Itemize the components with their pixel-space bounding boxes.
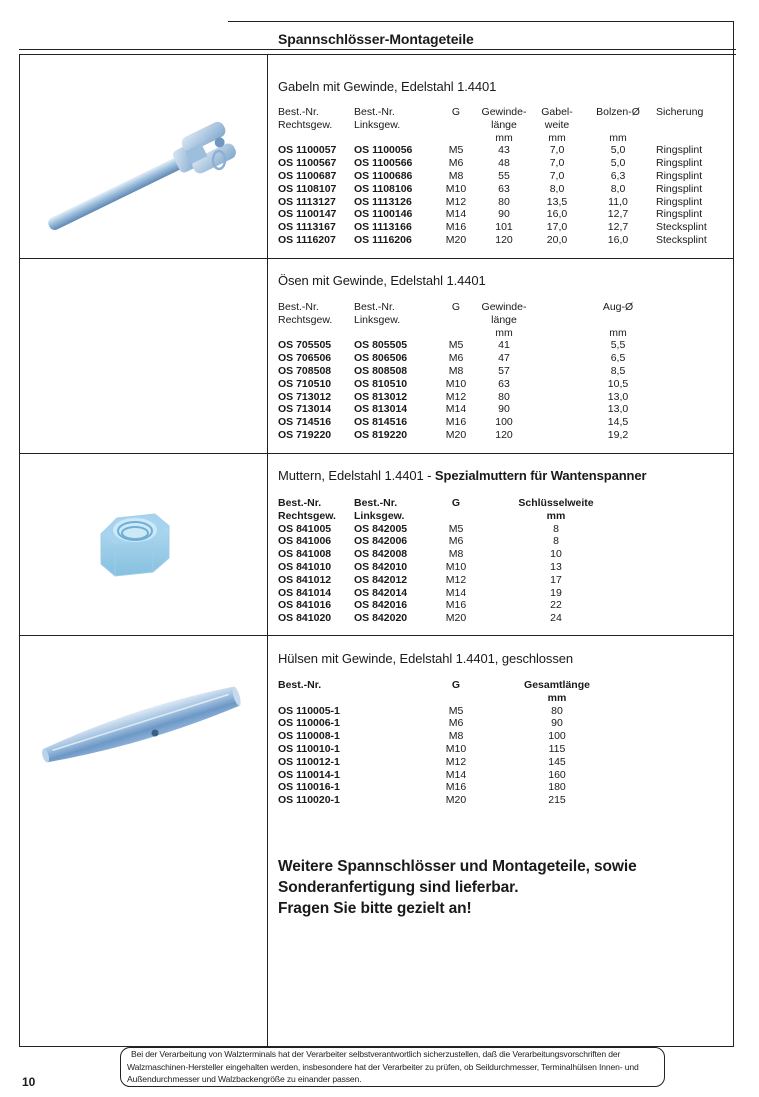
table-cell: M14 xyxy=(445,403,467,416)
section-title: Hülsen mit Gewinde, Edelstahl 1.4401, geschlossen xyxy=(278,651,573,666)
table-cell: 8,0 xyxy=(549,182,565,195)
header-cell: Linksgew. xyxy=(354,313,401,326)
table-cell: OS 841014 xyxy=(278,586,332,599)
table-cell: OS 1108106 xyxy=(354,182,413,195)
table-cell: M16 xyxy=(445,599,467,612)
table-cell: 12,7 xyxy=(607,208,629,221)
section-title-main: Muttern, Edelstahl 1.4401 - xyxy=(278,468,435,483)
table-cell: M16 xyxy=(445,781,467,794)
header-cell: Linksgew. xyxy=(354,118,401,131)
table-cell: M14 xyxy=(445,208,467,221)
header-cell: G xyxy=(451,106,461,118)
hex-nut-icon xyxy=(19,454,267,635)
table-cell: M5 xyxy=(448,339,464,352)
section-sleeves xyxy=(267,636,733,1046)
table-cell: 20,0 xyxy=(546,233,568,246)
table-cell: OS 841020 xyxy=(278,612,332,625)
disclaimer-line: Walzmaschinen-Hersteller eingehalten werden, insbesondere hat der Verarbeiter zu prüfen, ob Seildurchmesser, Terminalhülsen Innen- und xyxy=(127,1061,639,1072)
table-cell: 215 xyxy=(548,794,566,807)
unit-cell: mm xyxy=(495,326,513,339)
table-cell: M20 xyxy=(445,612,467,625)
table-cell: M16 xyxy=(445,416,467,429)
table-cell: Ringsplint xyxy=(656,144,703,157)
table-cell: 13,0 xyxy=(607,403,629,416)
table-cell: OS 842008 xyxy=(354,548,408,561)
threaded-sleeve-image xyxy=(19,636,267,816)
table-cell: OS 842010 xyxy=(354,560,408,573)
header-cell: G xyxy=(451,301,461,313)
header-cell: Gabel- xyxy=(541,106,573,118)
table-cell: 55 xyxy=(498,169,510,182)
note-line: Sonderanfertigung sind lieferbar. xyxy=(278,879,519,896)
table-cell: OS 110006-1 xyxy=(278,717,340,730)
table-cell: 101 xyxy=(495,221,513,234)
table-cell: OS 110010-1 xyxy=(278,742,340,755)
header-double-rule-top xyxy=(19,49,736,50)
table-cell: 180 xyxy=(548,781,566,794)
table-cell: 24 xyxy=(550,612,562,625)
table-cell: 41 xyxy=(498,339,510,352)
table-cell: OS 708508 xyxy=(278,364,332,377)
table-cell: M20 xyxy=(445,794,467,807)
table-cell: M8 xyxy=(448,548,464,561)
table-cell: OS 1116206 xyxy=(354,233,412,246)
table-cell: OS 1100687 xyxy=(278,169,337,182)
header-cell: Best.-Nr. xyxy=(278,301,319,313)
table-cell: OS 719220 xyxy=(278,428,332,441)
table-cell: OS 805505 xyxy=(354,339,408,352)
table-cell: 12,7 xyxy=(607,221,629,234)
table-cell: 100 xyxy=(548,730,566,743)
table-cell: 5,0 xyxy=(610,144,626,157)
table-cell: 63 xyxy=(498,377,510,390)
table-cell: OS 710510 xyxy=(278,377,332,390)
table-cell: 8 xyxy=(553,522,559,535)
table-cell: M14 xyxy=(445,586,467,599)
table-cell: 22 xyxy=(550,599,562,612)
table-cell: M10 xyxy=(445,742,467,755)
table-cell: M8 xyxy=(448,364,464,377)
table-cell: OS 842020 xyxy=(354,612,408,625)
table-cell: 90 xyxy=(498,403,510,416)
table-cell: 90 xyxy=(498,208,510,221)
header-cell: Gesamtlänge xyxy=(524,679,590,691)
table-cell: 13 xyxy=(550,560,562,573)
table-cell: OS 110008-1 xyxy=(278,730,340,743)
table-cell: M6 xyxy=(448,352,464,365)
section-title: Gabeln mit Gewinde, Edelstahl 1.4401 xyxy=(278,79,497,94)
table-cell: M6 xyxy=(448,535,464,548)
note-line: Weitere Spannschlösser und Montageteile, sowie xyxy=(278,858,637,875)
table-cell: 47 xyxy=(498,352,510,365)
header-cell: Rechtsgew. xyxy=(278,118,333,131)
header-cell: länge xyxy=(491,313,517,326)
table-cell: 6,3 xyxy=(610,169,626,182)
table-cell: 48 xyxy=(498,157,510,170)
table-cell: OS 1100566 xyxy=(354,157,413,170)
table-cell: Stecksplint xyxy=(656,221,707,234)
table-cell: 120 xyxy=(495,233,513,246)
table-cell: OS 110014-1 xyxy=(278,768,340,781)
table-cell: OS 842006 xyxy=(354,535,408,548)
table-cell: 7,0 xyxy=(549,169,565,182)
table-cell: OS 705505 xyxy=(278,339,332,352)
header-cell: weite xyxy=(544,118,570,131)
table-cell: M6 xyxy=(448,157,464,170)
table-cell: OS 806506 xyxy=(354,352,408,365)
table-cell: OS 819220 xyxy=(354,428,408,441)
table-cell: OS 1116207 xyxy=(278,233,336,246)
table-cell: OS 1113167 xyxy=(278,221,336,234)
header-cell: Best.-Nr. xyxy=(354,497,398,509)
table-cell: 19 xyxy=(550,586,562,599)
table-cell: OS 842012 xyxy=(354,573,408,586)
header-cell: Best.-Nr. xyxy=(278,679,322,691)
table-cell: 160 xyxy=(548,768,566,781)
fork-terminal-image xyxy=(19,55,267,258)
table-cell: 11,0 xyxy=(608,195,628,208)
header-cell: Sicherung xyxy=(656,106,704,118)
table-cell: 13,0 xyxy=(607,390,629,403)
table-cell: OS 841016 xyxy=(278,599,332,612)
table-cell: 13,5 xyxy=(546,195,568,208)
table-cell: 17 xyxy=(550,573,562,586)
table-cell: Ringsplint xyxy=(656,182,703,195)
table-cell: OS 842005 xyxy=(354,522,408,535)
table-cell: M6 xyxy=(448,717,464,730)
table-cell: OS 1113166 xyxy=(354,221,412,234)
threaded-sleeve-icon xyxy=(19,636,267,816)
header-cell: Bolzen-Ø xyxy=(596,106,640,118)
table-cell: OS 713014 xyxy=(278,403,332,416)
table-cell: OS 841012 xyxy=(278,573,332,586)
section-title: Ösen mit Gewinde, Edelstahl 1.4401 xyxy=(278,273,486,288)
table-cell: M10 xyxy=(445,560,467,573)
table-cell: 80 xyxy=(498,195,510,208)
table-cell: M20 xyxy=(445,233,467,246)
table-cell: OS 110016-1 xyxy=(278,781,340,794)
unit-cell: mm xyxy=(547,691,567,704)
page-title: Spannschlösser-Montageteile xyxy=(278,31,474,47)
table-cell: M12 xyxy=(445,755,467,768)
header-cell: Rechtsgew. xyxy=(278,509,336,522)
table-cell: 7,0 xyxy=(549,157,565,170)
unit-cell: mm xyxy=(548,131,566,144)
table-cell: 14,5 xyxy=(607,416,629,429)
table-cell: 63 xyxy=(498,182,510,195)
header-cell: Linksgew. xyxy=(354,509,405,522)
table-cell: OS 810510 xyxy=(354,377,408,390)
disclaimer-line: Bei der Verarbeitung von Walzterminals hat der Verarbeiter selbstverantwortlich sicherzustellen, daß die Verarbeitungsvorschriften der xyxy=(131,1049,621,1059)
table-cell: 8,0 xyxy=(610,182,626,195)
table-cell: OS 714516 xyxy=(278,416,332,429)
table-cell: 16,0 xyxy=(607,233,629,246)
table-cell: OS 1108107 xyxy=(278,182,337,195)
table-cell: OS 1100057 xyxy=(278,144,337,157)
table-cell: 100 xyxy=(495,416,513,429)
section-eyes xyxy=(267,259,733,453)
table-cell: M10 xyxy=(445,182,467,195)
unit-cell: mm xyxy=(609,326,627,339)
header-cell: länge xyxy=(491,118,517,131)
unit-cell: mm xyxy=(609,131,627,144)
table-cell: 57 xyxy=(498,364,510,377)
table-cell: 120 xyxy=(495,428,513,441)
table-cell: OS 1100147 xyxy=(278,208,337,221)
fork-terminal-icon xyxy=(19,55,267,258)
table-cell: OS 841010 xyxy=(278,560,332,573)
table-cell: Ringsplint xyxy=(656,208,703,221)
table-cell: 10,5 xyxy=(607,377,629,390)
table-cell: 10 xyxy=(550,548,562,561)
title-top-rule xyxy=(228,21,734,22)
disclaimer-line: Außendurchmesser und Walzbackengröße zu einander passen. xyxy=(127,1074,362,1084)
note-line: Fragen Sie bitte gezielt an! xyxy=(278,900,472,917)
table-cell: 5,0 xyxy=(610,157,626,170)
title-right-rule xyxy=(733,21,734,1047)
table-cell: 43 xyxy=(498,144,510,157)
table-cell: OS 1100056 xyxy=(354,144,413,157)
table-cell: OS 110020-1 xyxy=(278,794,340,807)
table-cell: OS 1100567 xyxy=(278,157,337,170)
section-forks xyxy=(267,55,733,258)
section-title xyxy=(278,468,646,483)
table-cell: 80 xyxy=(498,390,510,403)
table-cell: M16 xyxy=(445,221,467,234)
table-cell: M12 xyxy=(445,195,467,208)
unit-cell: mm xyxy=(546,509,566,522)
table-cell: Ringsplint xyxy=(656,195,703,208)
table-cell: Ringsplint xyxy=(656,157,703,170)
table-cell: OS 814516 xyxy=(354,416,408,429)
table-cell: OS 713012 xyxy=(278,390,332,403)
table-cell: OS 808508 xyxy=(354,364,408,377)
table-cell: M5 xyxy=(448,704,464,717)
table-cell: M14 xyxy=(445,768,467,781)
header-cell: G xyxy=(451,679,461,691)
table-cell: M12 xyxy=(445,390,467,403)
table-cell: Ringsplint xyxy=(656,169,703,182)
table-cell: 80 xyxy=(551,704,563,717)
table-cell: 17,0 xyxy=(546,221,568,234)
table-cell: OS 1113126 xyxy=(354,195,412,208)
table-cell: M5 xyxy=(448,144,464,157)
page-number: 10 xyxy=(22,1075,36,1089)
header-cell: Rechtsgew. xyxy=(278,313,333,326)
table-cell: OS 841005 xyxy=(278,522,332,535)
section-nuts xyxy=(267,454,733,635)
header-cell: Best.-Nr. xyxy=(278,497,322,509)
table-cell: OS 842016 xyxy=(354,599,408,612)
table-cell: M12 xyxy=(445,573,467,586)
table-cell: 90 xyxy=(551,717,563,730)
table-cell: OS 841008 xyxy=(278,548,332,561)
unit-cell: mm xyxy=(495,131,513,144)
hex-nut-image xyxy=(19,454,267,635)
header-cell: G xyxy=(451,497,461,509)
table-cell: 8 xyxy=(553,535,559,548)
processing-disclaimer xyxy=(120,1047,665,1087)
table-cell: M20 xyxy=(445,428,467,441)
table-cell: OS 110012-1 xyxy=(278,755,340,768)
header-cell: Schlüsselweite xyxy=(518,497,594,509)
header-cell: Aug-Ø xyxy=(602,301,634,313)
availability-note xyxy=(278,856,637,919)
header-cell: Best.-Nr. xyxy=(278,106,319,118)
table-cell: 6,5 xyxy=(610,352,626,365)
table-cell: Stecksplint xyxy=(656,233,707,246)
header-cell: Best.-Nr. xyxy=(354,106,395,118)
section-title-emphasis: Spezialmuttern für Wantenspanner xyxy=(434,468,647,483)
table-cell: 145 xyxy=(548,755,566,768)
table-cell: OS 1100686 xyxy=(354,169,413,182)
table-cell: M10 xyxy=(445,377,467,390)
table-cell: 19,2 xyxy=(607,428,629,441)
table-cell: 5,5 xyxy=(610,339,626,352)
table-cell: 16,0 xyxy=(546,208,568,221)
table-cell: M5 xyxy=(448,522,464,535)
table-cell: OS 110005-1 xyxy=(278,704,340,717)
table-cell: 8,5 xyxy=(610,364,626,377)
header-cell: Gewinde- xyxy=(481,106,527,118)
table-cell: M8 xyxy=(448,730,464,743)
table-cell: OS 813012 xyxy=(354,390,408,403)
table-cell: OS 842014 xyxy=(354,586,408,599)
header-cell: Gewinde- xyxy=(481,301,527,313)
table-cell: OS 706506 xyxy=(278,352,332,365)
table-cell: OS 1100146 xyxy=(354,208,413,221)
table-cell: OS 841006 xyxy=(278,535,332,548)
table-cell: OS 813014 xyxy=(354,403,408,416)
table-cell: OS 1113127 xyxy=(278,195,336,208)
table-cell: M8 xyxy=(448,169,464,182)
table-cell: 7,0 xyxy=(549,144,565,157)
table-cell: 115 xyxy=(548,742,566,755)
header-cell: Best.-Nr. xyxy=(354,301,395,313)
